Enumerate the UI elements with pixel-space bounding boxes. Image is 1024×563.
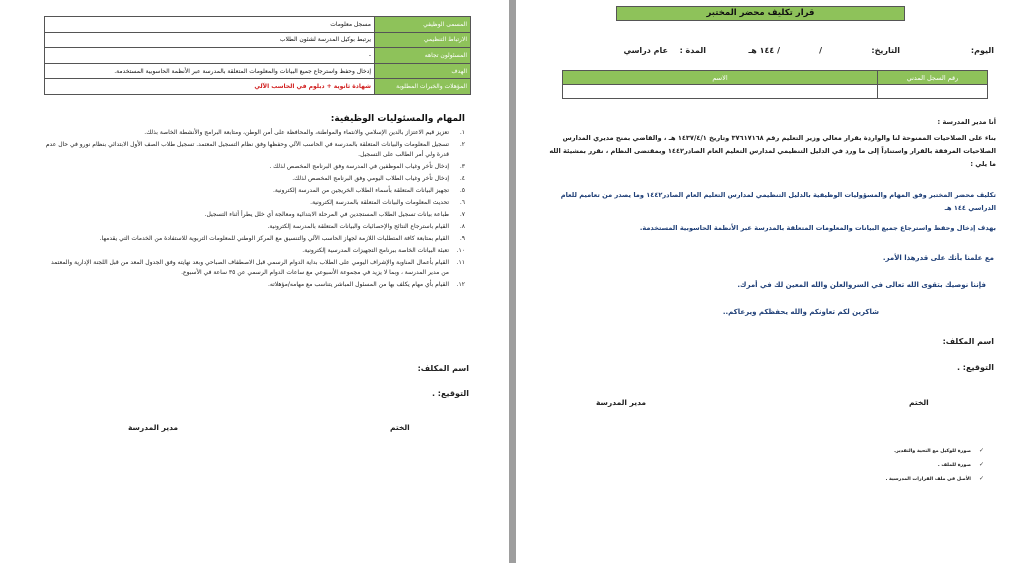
authority-paragraph: بناء على الصلاحيات الممنوحة لنا والواردة بقرار معالي وزير التعليم رقم ٣٧٦١٧١٦٨ وتاريخ ١٤٣٧/٤/١ هـ ، والقاضي بمنح مديري المدارس الصلاحيات المرفقة بالقرار واستناداً إلى ما ورد في الدليل التنظيمي لمدارس التعليم العام الصادر١٤٤٢ وبمقتضى النظام ، نقرر بمشيئة الله ما يلي :	[549, 134, 996, 168]
list-item	[45, 210, 465, 220]
task-text: إدخال تأخر وغياب الموظفين في المدرسة وفق البرنامج المخصص لذلك .	[269, 163, 449, 170]
note-text: مع علمنا بأنك على قدرهذا الأمر.	[882, 254, 994, 262]
list-item	[45, 234, 465, 244]
copy-text: الأصل في ملف القرارات المدرسية .	[885, 477, 971, 482]
table-row	[45, 17, 471, 33]
list-item	[45, 258, 465, 278]
job-card-value: مسجل معلومات	[45, 17, 375, 33]
signature-label: التوقيع: .	[956, 363, 994, 372]
task-text: القيام بأعمال المناوبة والإشراف اليومي على الطلاب بداية الدوام الرسمي قبل الاصطفاف الصباحي وبعد نهايته وفق الجدول المعد من قبل اللجنة الإدارية والمعتمد من مدير المدرسة ، وبما لا يزيد في مجموعة الأسبوعي مع ساعات الدوام الرسمي عن ٣٥ ساعة في الأسبوع.	[51, 259, 449, 276]
task-number: ٩.	[459, 235, 465, 242]
thanks-text: شاكرين لكم تعاونكم والله يحفظكم ويرعاكم..	[722, 308, 879, 316]
date-year: / ١٤٤ هـ	[748, 46, 780, 55]
job-card-value: إدخال وحفظ واسترجاع جميع البيانات والمعلومات المتعلقة بالمدرسة عبر الأنظمة الحاسوبية المستخدمة.	[45, 63, 375, 79]
check-icon: ✓	[978, 461, 984, 468]
civil-id-header: رقم السجل المدني	[878, 71, 988, 85]
task-text: تجهيز البيانات المتعلقة بأسماء الطلاب الخريجين من المدرسة إلكترونية.	[272, 187, 449, 194]
list-item	[45, 128, 465, 138]
seal-label: الختم	[390, 423, 410, 432]
task-text: تعزيز قيم الاعتزاز بالدين الإسلامي والانتماء والمواطنة، والمحافظة على أمن الوطن، ومتابعة البرامج والأنشطة الخاصة بذلك.	[144, 129, 449, 136]
task-number: ٤.	[459, 175, 465, 182]
table-row	[45, 32, 471, 48]
signature-label: التوقيع: .	[431, 389, 469, 398]
task-text: القيام بأي مهام يكلف بها من المسئول المباشر يتناسب مع مهامه/مؤهلاته.	[268, 281, 449, 288]
job-card-label: المؤهلات والخبرات المطلوبة	[375, 79, 471, 95]
task-text: تسجيل المعلومات والبيانات المتعلقة بالمدرسة في الحاسب الآلي وحفظها وفق نظام التسجيل المعتمد. تسجيل طلاب الصف الأول الابتدائي بنظام نورو في حال عدم قدرة ولي أمر الطالب على التسجيل.	[45, 141, 449, 158]
task-number: ٦.	[459, 199, 465, 206]
list-item	[885, 458, 984, 472]
tasks-list	[45, 128, 465, 292]
table-row	[45, 48, 471, 64]
intro-text: أنا مدير المدرسة :	[937, 118, 996, 126]
job-card-label: الارتباط التنظيمي	[375, 32, 471, 48]
copy-text: صورة للوكيل مع التحية والتقدير.	[894, 449, 971, 454]
day-label: اليوم:	[970, 46, 994, 55]
date-label: التاريخ:	[871, 46, 900, 55]
seal-label: الختم	[909, 398, 929, 407]
list-item	[45, 280, 465, 290]
list-item	[45, 222, 465, 232]
task-text: القيام باسترجاع النتائج والإحصائيات والبيانات المتعلقة بالمدرسة إلكترونية.	[267, 223, 449, 230]
list-item	[45, 246, 465, 256]
list-item	[45, 140, 465, 160]
assignee-table	[562, 70, 988, 99]
check-icon: ✓	[978, 447, 984, 454]
task-number: ٨.	[459, 223, 465, 230]
table-row	[45, 63, 471, 79]
name-cell[interactable]	[563, 85, 878, 99]
task-number: ٣.	[459, 163, 465, 170]
list-item	[45, 174, 465, 184]
task-number: ٥.	[459, 187, 465, 194]
job-card-table	[44, 16, 471, 95]
check-icon: ✓	[978, 475, 984, 482]
list-item	[45, 198, 465, 208]
period-label: المدة :	[679, 46, 706, 55]
principal-label: مدير المدرسة	[596, 398, 647, 407]
job-card-label: الهدف	[375, 63, 471, 79]
task-text: تعبئة البيانات الخاصة ببرنامج التجهيزات المدرسية إلكترونية.	[302, 247, 449, 254]
table-row	[563, 85, 988, 99]
task-number: ٧.	[459, 211, 465, 218]
task-number: ١٢.	[456, 281, 465, 288]
assignee-name-label: اسم المكلف:	[942, 337, 994, 346]
list-item	[885, 472, 984, 486]
job-card-value: -	[45, 48, 375, 64]
principal-label: مدير المدرسة	[128, 423, 179, 432]
right-page	[516, 0, 1024, 563]
copy-text: صورة للملف .	[937, 463, 971, 468]
tasks-title: المهام والمسئوليات الوظيفية:	[330, 114, 465, 124]
task-number: ١٠.	[456, 247, 465, 254]
job-card-label: المسمى الوظيفي	[375, 17, 471, 33]
task-text: تحديث المعلومات والبيانات المتعلقة بالمدرسة إلكترونية.	[310, 199, 449, 206]
task-number: ١١.	[456, 259, 465, 266]
task-text: طباعة بيانات تسجيل الطلاب المستجدين في المرحلة الابتدائية ومعالجة أي خلل يطرأ أثناء التسجيل.	[204, 211, 449, 218]
list-item	[45, 186, 465, 196]
list-item	[45, 162, 465, 172]
assignee-name-label: اسم المكلف:	[417, 364, 469, 373]
list-item	[885, 444, 984, 458]
advice-text: فإننا نوصيك بتقوى الله تعالى في السروالعلن والله المعين لك في أمرك.	[737, 281, 986, 289]
job-card-value: شهادة ثانوية + دبلوم في الحاسب الآلي	[45, 79, 375, 95]
copies-list	[885, 444, 984, 486]
task-text: القيام بمتابعة كافة المتطلبات اللازمة لجهاز الحاسب الآلي والتنسيق مع المركز الوطني للمعلومات التربوية للاستفادة من الخدمات التي يقدمها.	[99, 235, 449, 242]
decision-title: قرار تكليف محضر المختبر	[616, 6, 905, 21]
left-page	[0, 0, 509, 563]
task-text: إدخال تأخر وغياب الطلاب اليومي وفق البرنامج المخصص لذلك.	[292, 175, 449, 182]
job-card-label: المسئولون تجاهه	[375, 48, 471, 64]
civil-id-cell[interactable]	[878, 85, 988, 99]
term-label: عام دراسي	[623, 46, 668, 55]
assignment-paragraph: تكليف محضر المختبر وفق المهام والمسؤوليات الوظيفية بالدليل التنظيمي لمدارس التعليم العام الصادر١٤٤٢ وما يصدر من تعاميم للعام الدراسي ١٤٤ هـ	[560, 191, 996, 212]
task-number: ١.	[459, 129, 465, 136]
name-header: الاسم	[563, 71, 878, 85]
purpose-paragraph: بهدف إدخال وحفظ واسترجاع جميع البيانات والمعلومات المتعلقة بالمدرسة عبر الأنظمة الحاسوبية المستخدمة.	[639, 224, 996, 232]
date-slash: /	[819, 46, 822, 55]
table-row	[45, 79, 471, 95]
job-card-value: يرتبط بوكيل المدرسة لشئون الطلاب	[45, 32, 375, 48]
task-number: ٢.	[459, 141, 465, 148]
